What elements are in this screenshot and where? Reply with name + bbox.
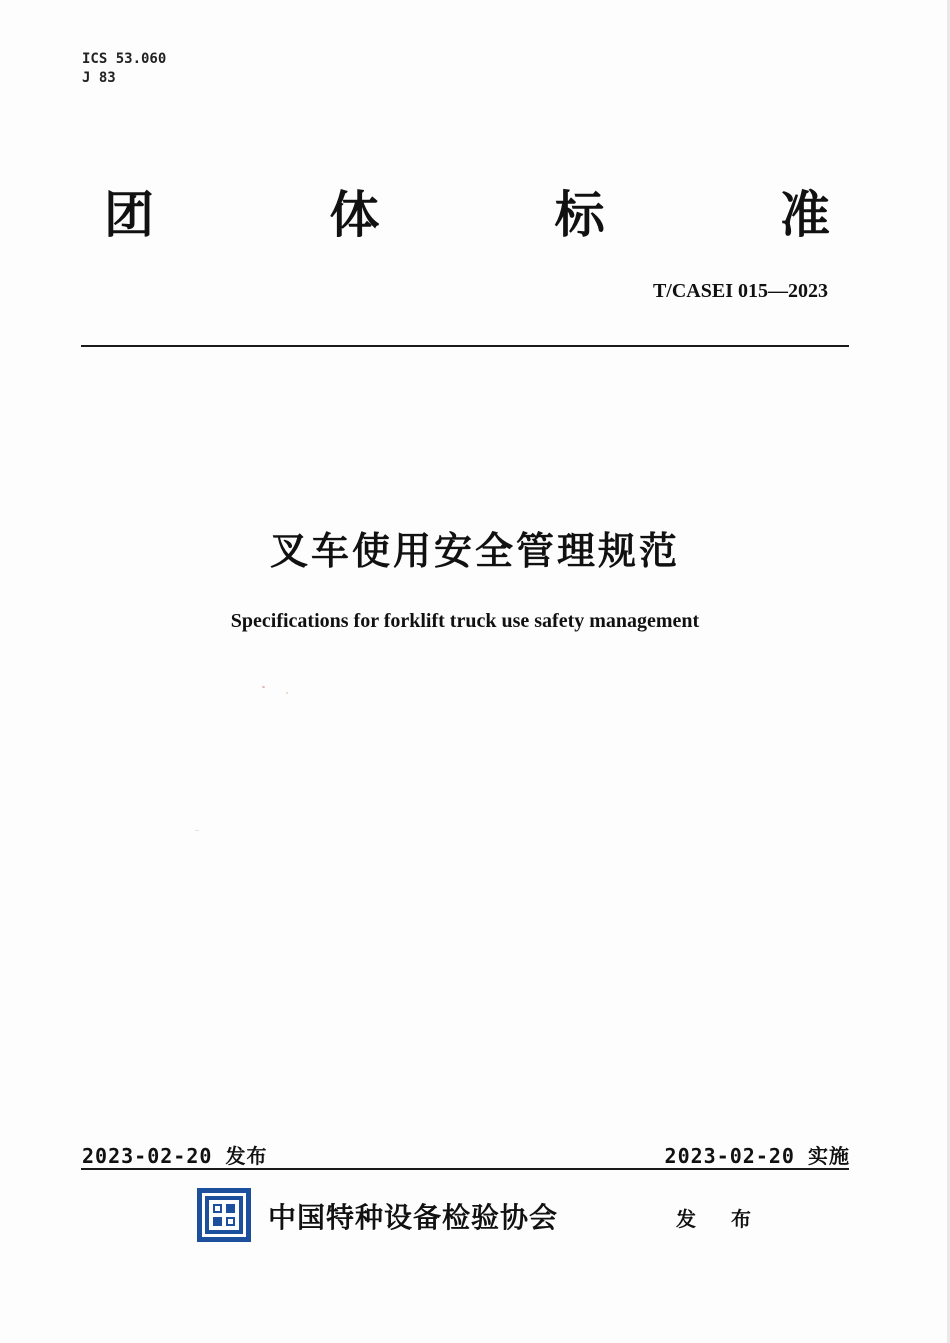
title-english: Specifications for forklift truck use safety management	[230, 610, 700, 632]
publish-label: 发 布	[676, 1207, 765, 1231]
title-chinese: 叉车使用安全管理规范	[269, 529, 680, 573]
standard-type-heading	[104, 185, 830, 245]
scan-speck	[286, 692, 288, 694]
standard-type-char: 准	[779, 186, 830, 244]
standard-number: T/CASEI 015—2023	[652, 280, 828, 302]
classification-codes	[82, 50, 166, 88]
publisher-name: 中国特种设备检验协会	[268, 1201, 559, 1234]
bottom-divider	[81, 1168, 849, 1170]
ccs-code: J 83	[82, 70, 116, 86]
scan-speck	[195, 830, 199, 831]
scan-speck	[262, 686, 265, 688]
standard-type-char: 体	[329, 186, 380, 244]
ics-code: ICS 53.060	[82, 51, 167, 67]
standard-type-char: 标	[554, 186, 605, 244]
standard-type-char: 团	[104, 186, 154, 244]
publish-date: 2023-02-20 发布	[82, 1144, 268, 1168]
top-divider	[81, 345, 849, 347]
implementation-date: 2023-02-20 实施	[664, 1144, 850, 1168]
association-logo-icon	[197, 1188, 251, 1242]
